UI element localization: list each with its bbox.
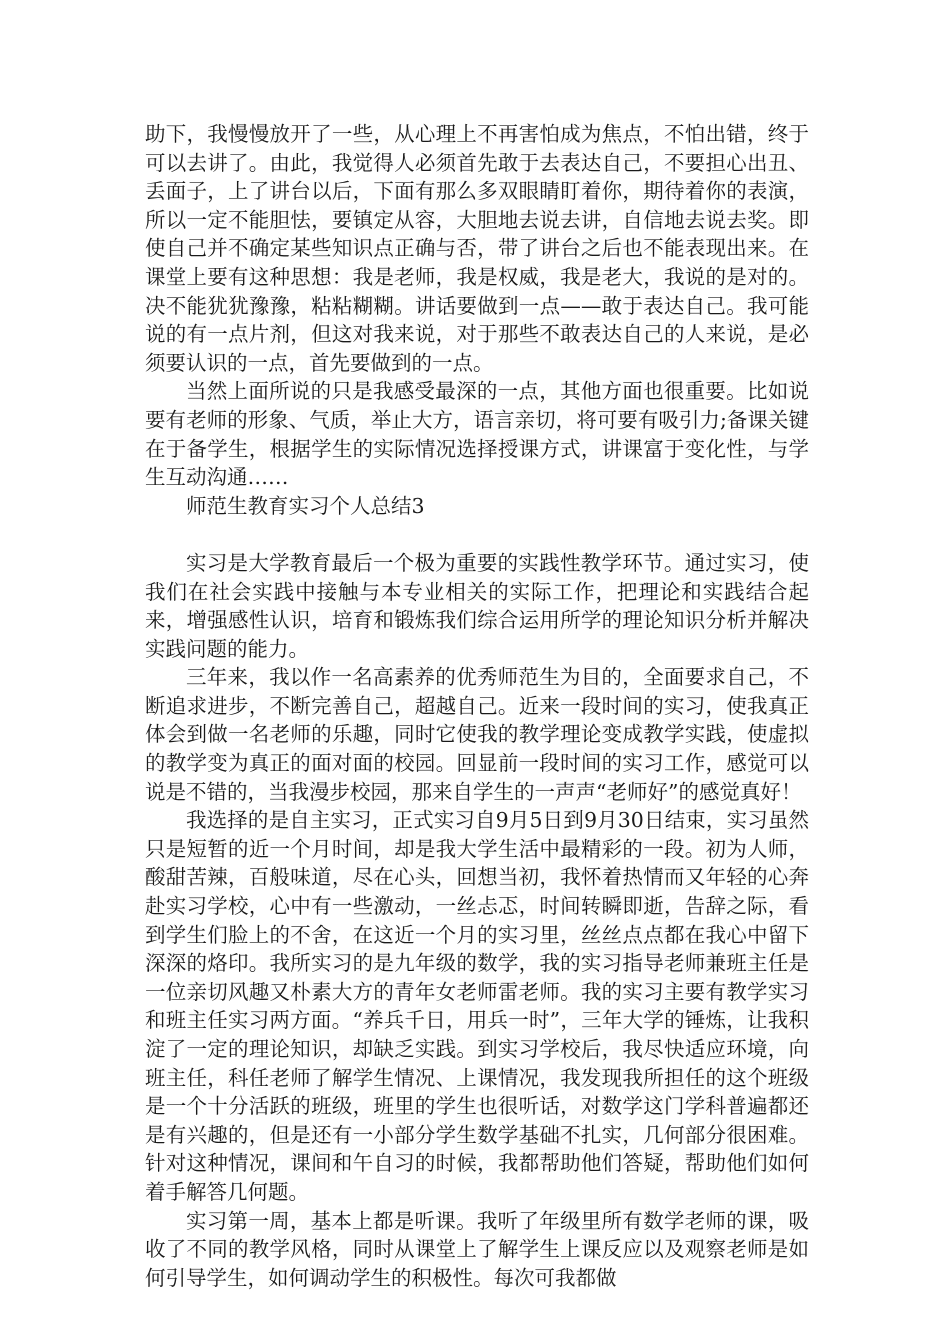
paragraph: 实习是大学教育最后一个极为重要的实践性教学环节。通过实习，使我们在社会实践中接触与本专业相关的实际工作，把理论和实践结合起来，增强感性认识，培育和锻炼我们综合运用所学的理论知识分析并解决实践问题的能力。 [145, 550, 809, 661]
paragraph: 我选择的是自主实习，正式实习自9月5日到9月30日结束，实习虽然只是短暂的近一个月时间，却是我大学生活中最精彩的一段。初为人师，酸甜苦辣，百般味道，尽在心头，回想当初，我怀着热情而又年轻的心奔赴实习学校，心中有一些激动，一丝忐忑，时间转瞬即逝，告辞之际，看到学生们脸上的不舍，在这近一个月的实习里，丝丝点点都在我心中留下深深的烙印。我所实习的是九年级的数学，我的实习指导老师兼班主任是一位亲切风趣又朴素大方的青年女老师雷老师。我的实习主要有教学实习和班主任实习两方面。“养兵千日，用兵一时”，三年大学的锤炼，让我积淀了一定的理论知识，却缺乏实践。到实习学校后，我尽快适应环境，向班主任，科任老师了解学生情况、上课情况，我发现我所担任的这个班级是一个十分活跃的班级，班里的学生也很听话，对数学这门学科普遍都还是有兴趣的，但是还有一小部分学生数学基础不扎实，几何部分很困难。针对这种情况，课间和午自习的时候，我都帮助他们答疑，帮助他们如何着手解答几何题。 [145, 808, 809, 1204]
blank-line [145, 520, 809, 549]
paragraph: 实习第一周，基本上都是听课。我听了年级里所有数学老师的课，吸收了不同的教学风格，同时从课堂上了解学生上课反应以及观察老师是如何引导学生，如何调动学生的积极性。每次可我都做 [145, 1208, 809, 1290]
paragraph: 当然上面所说的只是我感受最深的一点，其他方面也很重要。比如说要有老师的形象、气质，举止大方，语言亲切，将可要有吸引力;备课关键在于备学生，根据学生的实际情况选择授课方式，讲课富于变化性，与学生互动沟通…… [145, 379, 809, 490]
document-page [145, 120, 809, 1292]
paragraph: 三年来，我以作一名高素养的优秀师范生为目的，全面要求自己，不断追求进步，不断完善自己，超越自己。近来一段时间的实习，使我真正体会到做一名老师的乐趣，同时它使我的教学理论变成教学实践，使虚拟的教学变为真正的面对面的校园。回显前一段时间的实习工作，感觉可以说是不错的，当我漫步校园，那来自学生的一声声“老师好”的感觉真好！ [145, 665, 809, 804]
section-heading: 师范生教育实习个人总结3 [186, 493, 425, 518]
paragraph-continued: 助下，我慢慢放开了一些，从心理上不再害怕成为焦点，不怕出错，终于可以去讲了。由此，我觉得人必须首先敢于去表达自己，不要担心出丑、丢面子，上了讲台以后，下面有那么多双眼睛盯着你，期待着你的表演，所以一定不能胆怯，要镇定从容，大胆地去说去讲，自信地去说去奖。即使自己并不确定某些知识点正确与否，带了讲台之后也不能表现出来。在课堂上要有这种思想：我是老师，我是权威，我是老大，我说的是对的。决不能犹犹豫豫，粘粘糊糊。讲话要做到一点——敢于表达自己。我可能说的有一点片剂，但这对我来说，对于那些不敢表达自己的人来说，是必须要认识的一点，首先要做到的一点。 [145, 122, 809, 375]
